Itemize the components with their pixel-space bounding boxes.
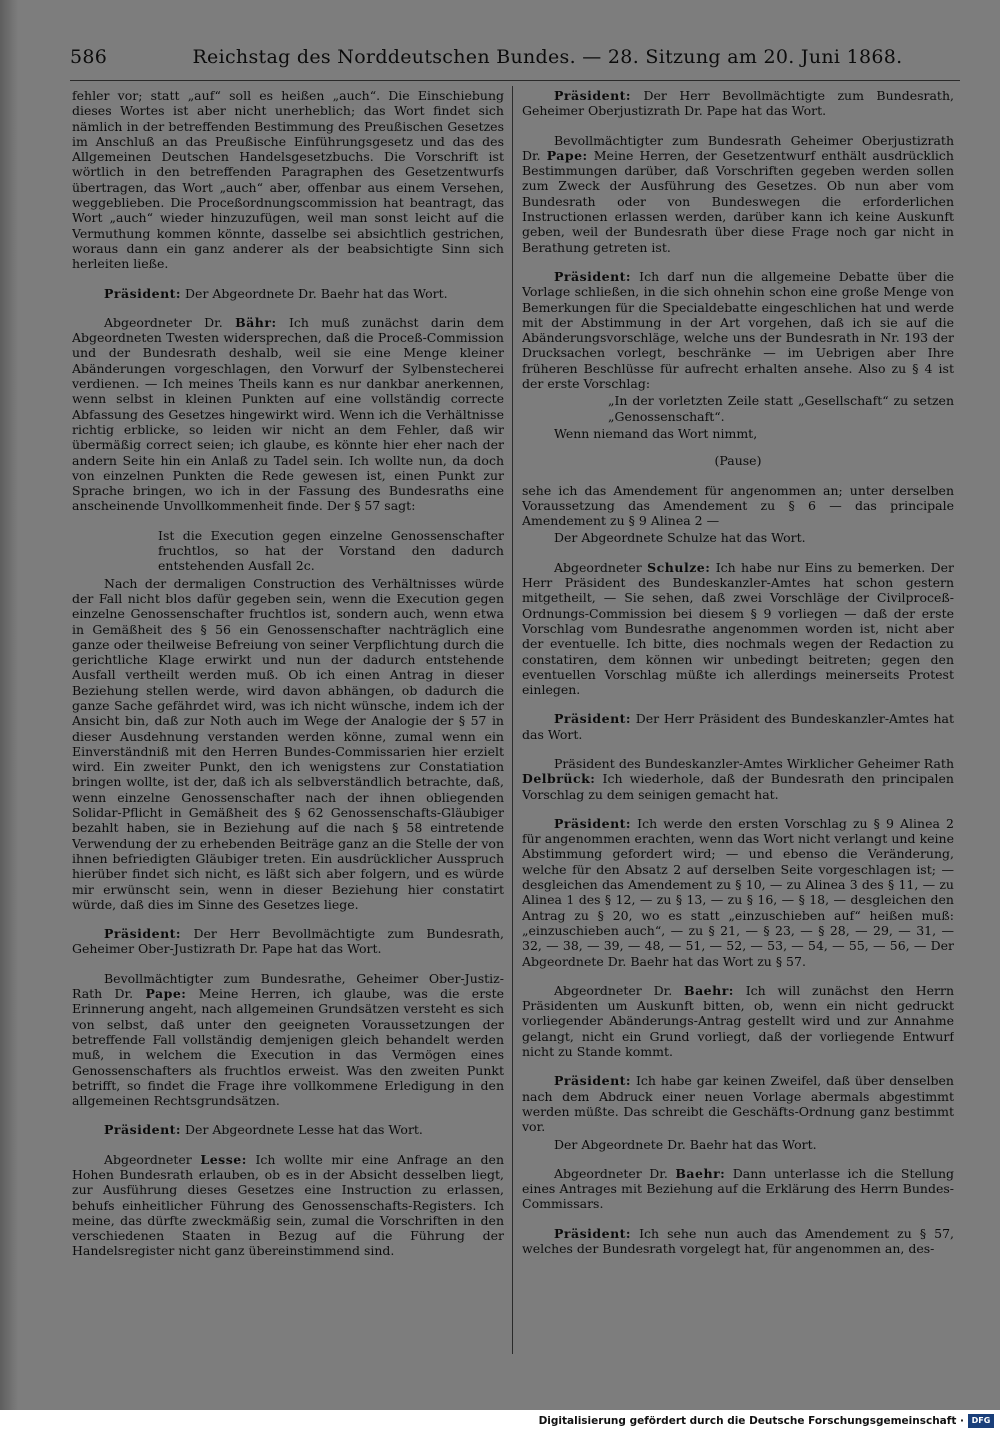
speaker-name: Delbrück: [522,771,596,787]
speaker-name: Baehr: [684,982,734,998]
speaker-name: Präsident: [554,711,632,727]
speech-text: Der Herr Präsident des Bundeskanzler-Amtes hat das Wort. [522,711,954,742]
text-paragraph: fehler vor; statt „auf“ soll es heißen „auch“. Die Einschiebung dieses Wortes ist aber nicht unerheblich; das Wort findet sich nämlich in der betreffenden Bestimmung des Preußischen Gesetzes im Anschluß an das Preußische Einführungsgesetz und das des Allgemeinen Deutschen Handelsgesetzbuchs. Die Vorschrift ist wörtlich in den betreffenden Paragraphen des Gesetzentwurfs übertragen, das Wort „auch“ aber, offenbar aus einem Versehen, weggeblieben. Die Proceßordnungscommission hat beantragt, das Wort „auch“ wieder hinzuzufügen, weil man sonst leicht auf die Vermuthung kommen könnte, dasselbe sei absichtlich gestrichen, woraus dann ein ganz anderer als der beabsichtigte Sinn sich herleiten ließe. [72,88,504,272]
speech-text: Ich sehe nun auch das Amendement zu § 57, welches der Bundesrath vorgelegt hat, für angenommen an, des- [522,1225,954,1256]
speech-paragraph [72,971,504,1109]
speaker-title: Abgeordneter Dr. [554,1165,668,1181]
speaker-name: Pape: [145,986,187,1002]
speech-text: Ich will zunächst den Herrn Präsidenten um Auskunft bitten, ob, wenn ein nicht gedruckt vorliegender Abänderungs-Antrag gestellt wird und zur Annahme gelangt, nicht ein Grund vorliegt, daß der vorliegende Entwurf nicht zu Stande kommt. [522,982,954,1060]
speech-paragraph [72,926,504,957]
speech-paragraph [72,315,504,514]
speech-text: Ich darf nun die allgemeine Debatte über die Vorlage schließen, in die sich ohnehin schon eine große Menge von Bemerkungen für die Specialdebatte eingeschlichen hat und werde mit der Abstimmung in der Art vorgehen, daß ich sie auf die Abänderungsvorschläge, welche uns der Bundesrath in Nr. 193 der Drucksachen vorlegt, beschränke — im Uebrigen aber Ihre früheren Beschlüsse für aufrecht erhalten ansehe. Also zu § 4 ist der erste Vorschlag: [522,268,954,392]
speech-paragraph [522,88,954,119]
speaker-name: Pape: [546,147,588,163]
speech-text: Dann unterlasse ich die Stellung eines Antrages mit Beziehung auf die Erklärung des Herrn Bundes-Commissars. [522,1165,954,1212]
speaker-title: Abgeordneter Dr. [104,314,223,330]
speech-text: Der Herr Bevollmächtigte zum Bundesrath, Geheimer Ober-Justizrath Dr. Pape hat das Wort. [72,926,504,957]
speech-text: Der Abgeordnete Dr. Baehr hat das Wort. [185,285,448,301]
column-divider [512,86,513,1354]
speaker-name: Lesse: [200,1151,247,1167]
speaker-name: Präsident: [554,88,632,103]
speech-text: Ich habe nur Eins zu bemerken. Der Herr Präsident des Bundeskanzler-Amtes hat schon gestern mitgetheilt, — Sie sehen, daß zwei Vorschläge der Civilproceß-Ordnungs-Commission bei diesem § 9 vorliegen — daß der erste Vorschlag vom Bundesrathe angenommen worden ist, nicht aber der eventuelle. Ich bitte, dies nochmals wegen der Redaction zu constatiren, dem können wir unbedingt beitreten; gegen den eventuellen Vorschlag müßte ich allerdings meinerseits Protest einlegen. [522,559,954,698]
speech-paragraph [72,1152,504,1259]
speaker-name: Präsident: [554,1225,632,1241]
speaker-name: Präsident: [554,1073,632,1089]
speech-paragraph [522,1166,954,1212]
quoted-text: „In der vorletzten Zeile statt „Gesellschaft“ zu setzen „Genossenschaft“. [608,393,954,424]
speaker-name: Präsident: [554,815,632,831]
speaker-name: Baehr: [675,1165,726,1181]
speaker-name: Präsident: [104,1122,182,1138]
speech-text: Ich habe gar keinen Zweifel, daß über denselben nach dem Abdruck einer neuen Vorlage abermals abgestimmt werden müßte. Das schreibt die Geschäfts-Ordnung ganz bestimmt vor. [522,1073,954,1135]
left-column [72,88,504,1358]
speech-paragraph [522,133,954,255]
speech-paragraph [522,983,954,1059]
speech-paragraph [72,286,504,301]
right-column [522,88,954,1358]
footer-bar [0,1410,1000,1432]
header-rule [70,80,960,81]
speech-paragraph [522,1226,954,1257]
page-edge-shadow [0,0,18,1410]
speaker-title: Abgeordneter [554,559,642,575]
speaker-name: Präsident: [104,926,182,942]
speech-text: Meine Herren, ich glaube, was die erste Erinnerung angeht, nach allgemeinen Grundsätzen versteht es sich von selbst, daß unter den geeigneten Voraussetzungen der betreffende Fall vollständig demjenigen gleich behandelt werden muß, in welchem die Execution in das Vermögen eines Genossenschafters als fruchtlos erweist. Was den zweiten Punkt betrifft, so findet die Frage ihre vollkommene Erledigung in den allgemeinen Rechtsgrundsätzen. [72,986,504,1109]
speech-paragraph [522,1073,954,1134]
text-paragraph: Der Abgeordnete Dr. Baehr hat das Wort. [554,1136,817,1152]
speech-text: Ich muß zunächst darin dem Abgeordneten Twesten widersprechen, daß die Proceß-Commission und der Bundesrath deshalb, weil sie eine Menge kleiner Abänderungen vorgeschlagen, den Vorwurf der Sylbenstecherei verdienen. — Ich meines Theils kann es nur dankbar anerkennen, wenn selbst in kleinen Punkten auf eine vollständig correcte Abfassung des Gesetzes hingewirkt wird. Wenn ich die Verhältnisse richtig erblicke, so leiden wir nicht an dem Fehler, daß wir übermäßig correct seien; ich glaube, es könnte hier eher nach der andern Seite hin ein Anlaß zu Tadel sein. Ich wollte nun, da doch von einzelnen Punkten die Rede gewesen ist, einen Punkt zur Sprache bringen, wo ich in der Fassung des Bundesraths eine anscheinende Unvollkommenheit finde. Der § 57 sagt: [72,314,504,514]
stage-direction: (Pause) [714,453,762,469]
page-number: 586 [70,46,108,68]
speech-text: Der Herr Bevollmächtigte zum Bundesrath, Geheimer Oberjustizrath Dr. Pape hat das Wort. [522,88,954,119]
text-paragraph: Nach der dermaligen Construction des Verhältnisses würde der Fall nicht blos dafür gegeben sein, wenn die Execution gegen einzelne Genossenschafter fruchtlos ist, sondern auch, wenn etwa in Gemäßheit des § 56 ein Genossenschafter nachträglich eine ganze oder theilweise Befreiung von seiner Verpflichtung durch die gerichtliche Klage erwirkt und nun der dadurch entstehende Ausfall vertheilt werden muß. Ob ich einen Antrag in dieser Beziehung stellen werde, wird davon abhängen, ob dadurch die ganze Sache gefährdet wird, was ich nicht wünsche, indem ich der Ansicht bin, daß zur Noth auch im Wege der Analogie der § 57 in dieser Ausdehnung verstanden werden könne, zumal wenn ein Einverständniß mit den Herren Bundes-Commissarien hier erzielt wird. Ein zweiter Punkt, den ich wenigstens zur Constatiation bringen wollte, ist der, daß ich als selbverständlich betrachte, daß, wenn einzelne Genossenschafter nach der ihnen obliegenden Solidar-Pflicht in Gemäßheit des § 62 Genossenschafts-Gläubiger bezahlt haben, sie in Beziehung auf die nach § 58 eintretende Verwendung der zu erhebenden Beiträge ganz an die Stelle der von ihnen befriedigten Gläubiger treten. Ein ausdrücklicher Ausspruch hierüber findet sich nicht, es läßt sich aber folgern, und es würde mir erwünscht sein, wenn in dieser Beziehung hier constatirt würde, daß dies im Sinne des Gesetzes liege. [72,575,504,912]
speaker-name: Bähr: [235,314,277,330]
speech-text: Ich wollte mir eine Anfrage an den Hohen Bundesrath erlauben, ob es in der Absicht desselben liegt, zur Ausführung dieses Gesetzes eine Instruction zu erlassen, behufs einheitlicher Führung des Genossenschafts-Registers. Ich meine, das dürfte zweckmäßig sein, zumal die Vorschriften in den verschiedenen Staaten in Bezug auf die Führung der Handelsregister nicht ganz übereinstimmend sind. [72,1151,504,1259]
speaker-name: Präsident: [554,268,632,284]
text-paragraph: Wenn niemand das Wort nimmt, [554,425,758,441]
speech-text: Der Abgeordnete Lesse hat das Wort. [185,1122,423,1138]
page-header [70,46,965,76]
running-title: Reichstag des Norddeutschen Bundes. — 28. Sitzung am 20. Juni 1868. [192,46,903,68]
speech-text: Ich werde den ersten Vorschlag zu § 9 Alinea 2 für angenommen erachten, wenn das Wort nicht verlangt und keine Abstimmung gefordert wird; — und ebenso die Veränderung, welche für den Absatz 2 auf derselben Seite vorgeschlagen ist; — desgleichen das Amendement zu § 10, — zu Alinea 3 des § 11, — zu Alinea 1 des § 12, — zu § 13, — zu § 16, — § 18, — desgleichen den Antrag zu § 20, wo es statt „einzuschieben auf“ heißen muß: „einzuschieben auch“, — zu § 21, — § 23, — § 28, — 29, — 31, — 32, — 38, — 39, — 48, — 51, — 52, — 53, — 54, — 55, — 56, — Der Abgeordnete Dr. Baehr hat das Wort zu § 57. [522,815,954,969]
speech-text: Meine Herren, der Gesetzentwurf enthält ausdrücklich Bestimmungen darüber, daß Vorschriften gegeben werden sollen zum Zweck der Ausführung des Gesetzes. Ob nun aber vom Bundesrath oder von Bundeswegen die erforderlichen Instructionen erlassen werden, darüber kann ich keine Auskunft geben, weil der Bundesrath über diese Frage noch gar nicht in Berathung getreten ist. [522,147,954,255]
speaker-title: Präsident des Bundeskanzler-Amtes Wirklicher Geheimer Rath [554,755,954,771]
speech-paragraph [522,756,954,802]
text-paragraph: sehe ich das Amendement für angenommen an; unter derselben Voraussetzung das Amendement zu § 6 — das principale Amendement zu § 9 Alinea 2 — [522,482,954,529]
speech-paragraph [522,560,954,698]
speaker-title: Bevollmächtigter zum Bundesrathe, Geheimer Ober-Justiz-Rath Dr. [72,970,504,1002]
speaker-title: Abgeordneter [104,1151,192,1167]
quoted-text: Ist die Execution gegen einzelne Genossenschafter fruchtlos, so hat der Vorstand den dadurch entstehenden Ausfall 2c. [158,527,504,574]
footer-credit: Digitalisierung gefördert durch die Deutsche Forschungsgemeinschaft · [538,1415,964,1427]
speaker-name: Präsident: [104,285,182,301]
text-paragraph: Der Abgeordnete Schulze hat das Wort. [554,530,806,546]
speech-paragraph [522,816,954,969]
dfg-logo: DFG [968,1414,994,1428]
speech-text: Ich wiederhole, daß der Bundesrath den principalen Vorschlag zu dem seinigen gemacht hat. [522,771,954,802]
speaker-title: Abgeordneter Dr. [554,982,673,998]
speech-paragraph [522,269,954,391]
speaker-title: Bevollmächtigter zum Bundesrath Geheimer Oberjustizrath Dr. [522,132,954,163]
speaker-name: Schulze: [647,559,711,575]
speech-paragraph [522,711,954,742]
speech-paragraph [72,1122,504,1137]
